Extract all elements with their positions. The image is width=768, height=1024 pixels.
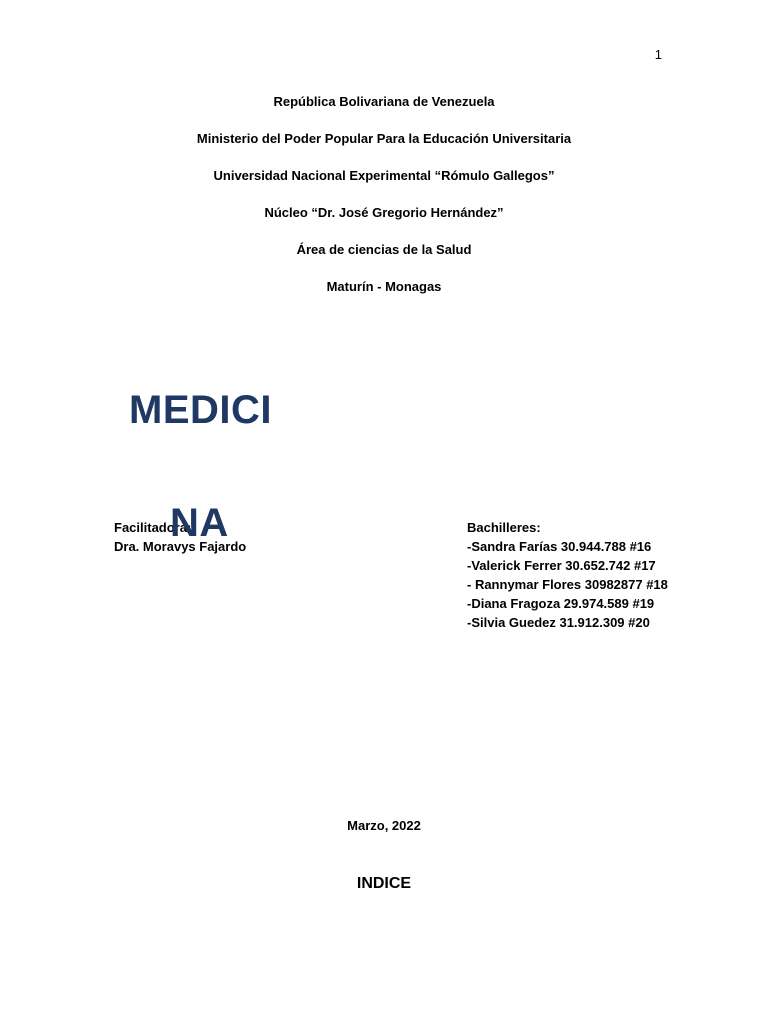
student-item: - Rannymar Flores 30982877 #18 <box>467 577 668 592</box>
page-number: 1 <box>654 47 662 62</box>
header-location: Maturín - Monagas <box>326 279 442 294</box>
document-title-part1: MEDICI <box>129 388 272 432</box>
student-item: -Silvia Guedez 31.912.309 #20 <box>467 615 650 630</box>
header-ministry: Ministerio del Poder Popular Para la Educación Universitaria <box>196 131 572 146</box>
header-country: República Bolivariana de Venezuela <box>273 94 495 109</box>
student-item: -Valerick Ferrer 30.652.742 #17 <box>467 558 656 573</box>
facilitator-label: Facilitadora: <box>114 520 192 535</box>
header-university: Universidad Nacional Experimental “Rómulo Gallegos” <box>213 168 555 183</box>
students-block <box>467 518 668 632</box>
students-label: Bachilleres: <box>467 520 541 535</box>
facilitator-name: Dra. Moravys Fajardo <box>114 539 247 554</box>
student-item: -Sandra Farías 30.944.788 #16 <box>467 539 652 554</box>
student-item: -Diana Fragoza 29.974.589 #19 <box>467 596 655 611</box>
header-nucleus: Núcleo “Dr. José Gregorio Hernández” <box>264 205 504 220</box>
header-area: Área de ciencias de la Salud <box>296 242 472 257</box>
document-date: Marzo, 2022 <box>347 818 421 833</box>
document-title-part2: NA <box>170 501 229 545</box>
index-heading: INDICE <box>356 875 412 892</box>
